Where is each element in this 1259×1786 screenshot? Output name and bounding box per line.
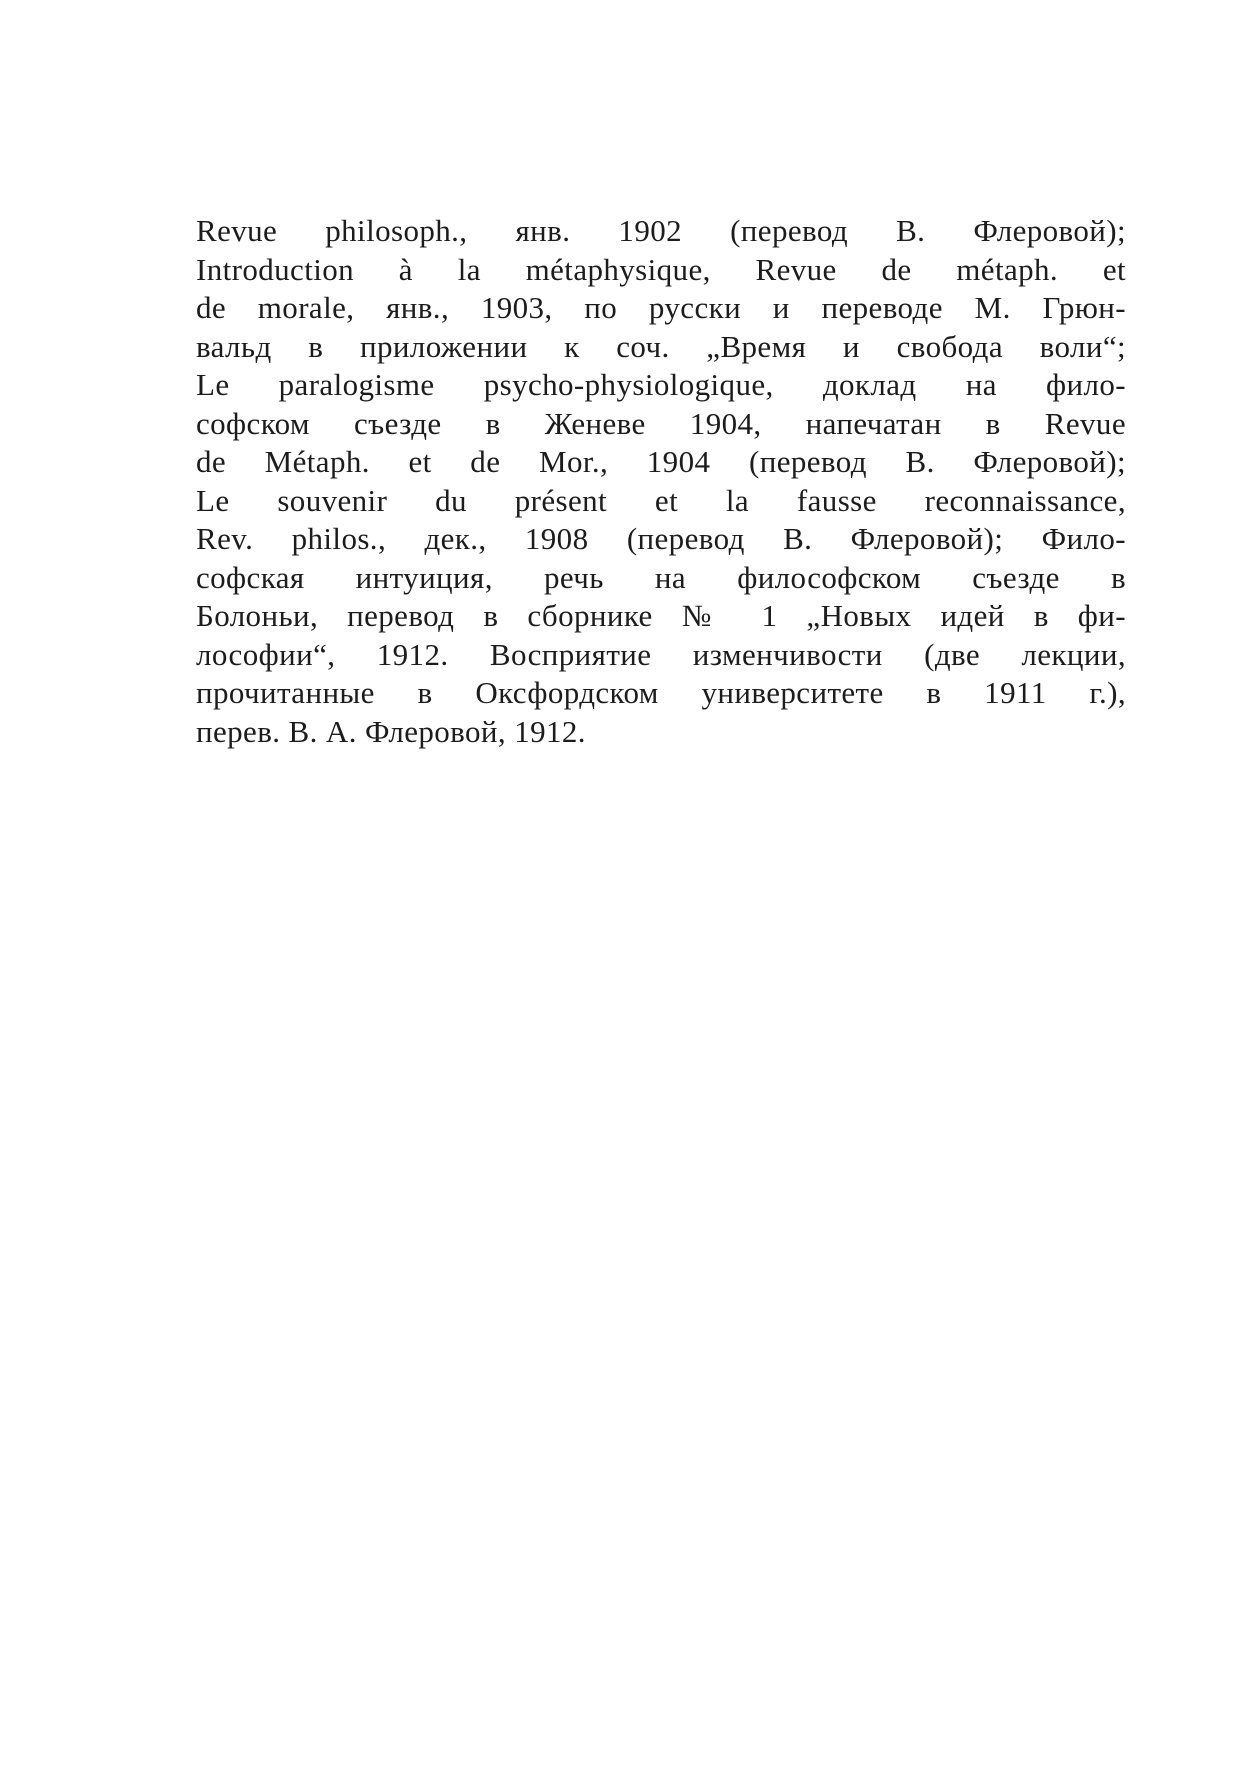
text-line-1: Revue philosoph., янв. 1902 (перевод В. Флеровой); — [196, 213, 1126, 248]
text-line-10: софская интуиция, речь на философском съезде в — [196, 559, 1126, 595]
text-line-14: перев. В. А. Флеровой, 1912. — [196, 713, 586, 749]
text-line-6: софском съезде в Женеве 1904, напечатан в Revue — [196, 405, 1126, 441]
text-line-7: de Métaph. et de Mor., 1904 (перевод В. Флеровой); — [196, 444, 1126, 479]
text-line-2: Introduction à la métaphysique, Revue de métaph. et — [196, 251, 1126, 287]
text-line-11: Болоньи, перевод в сборнике № 1 „Новых идей в фи- — [196, 598, 1126, 633]
text-line-5: Le paralogisme psycho-physiologique, доклад на фило- — [196, 367, 1126, 402]
text-line-3: de morale, янв., 1903, по русски и переводе М. Грюн- — [196, 290, 1126, 325]
text-line-9: Rev. philos., дек., 1908 (перевод В. Флеровой); Фило- — [196, 521, 1126, 556]
text-line-12: лософии“, 1912. Восприятие изменчивости (две лекции, — [196, 636, 1126, 672]
text-line-8: Le souvenir du présent et la fausse reconnaissance, — [196, 482, 1126, 518]
text-line-13: прочитанные в Оксфордском университете в 1911 г.), — [196, 675, 1126, 710]
text-line-4: вальд в приложении к соч. „Время и свобода воли“; — [196, 328, 1126, 364]
bibliography-paragraph — [196, 212, 1126, 751]
